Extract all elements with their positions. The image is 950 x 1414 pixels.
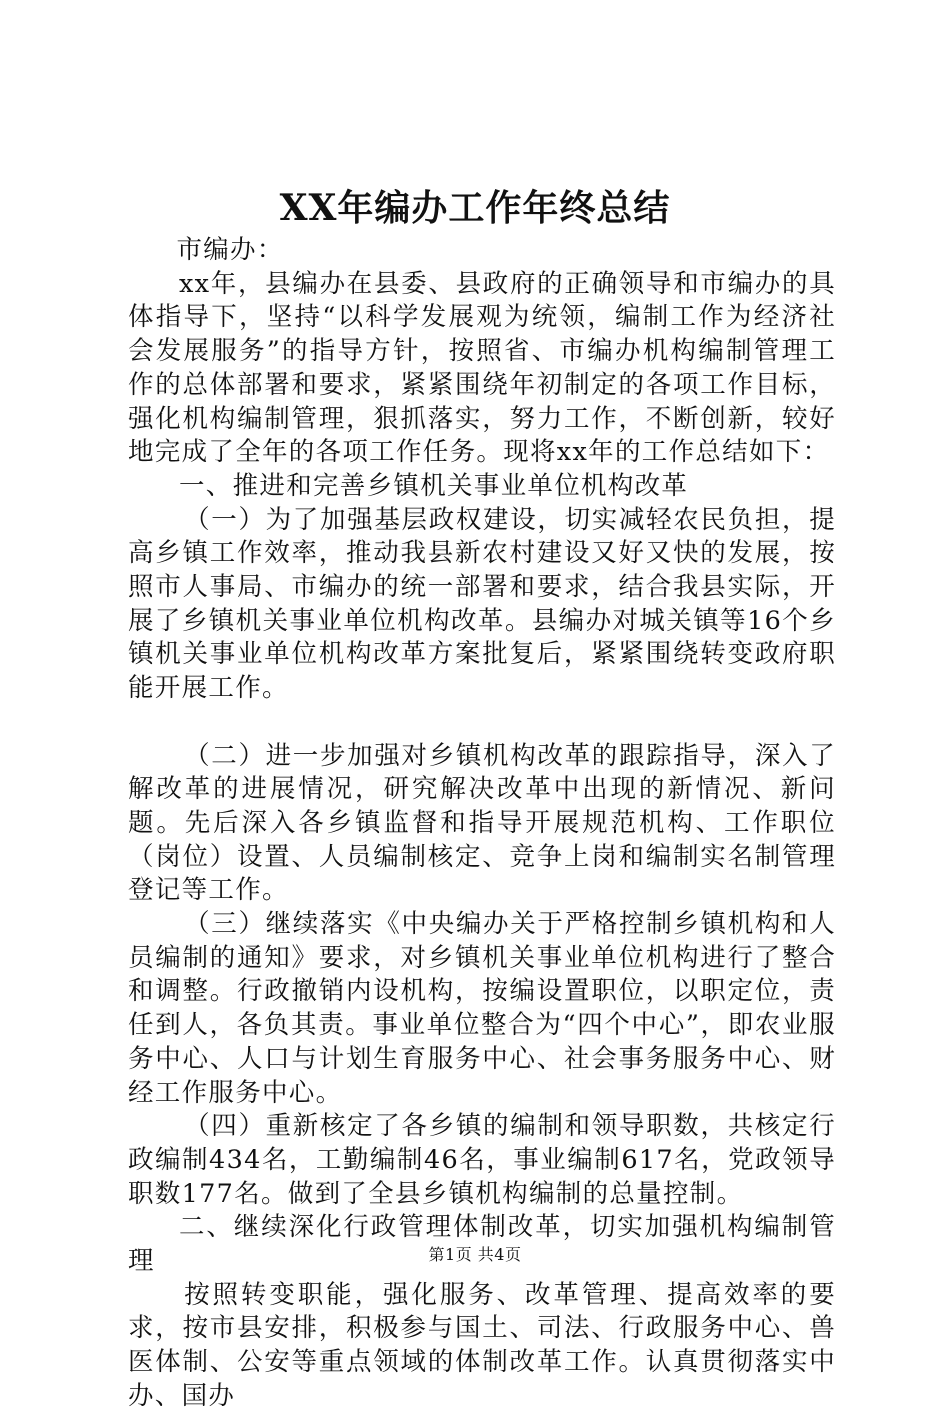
section-1-paragraph-1: （一）为了加强基层政权建设，切实减轻农民负担，提高乡镇工作效率，推动我县新农村建设又好又快的发展，按照市人事局、市编办的统一部署和要求，结合我县实际，开展了乡镇机关事业单位机构改革。县编办对城关镇等16个乡镇机关事业单位机构改革方案批复后，紧紧围绕转变政府职能开展工作。 — [128, 504, 836, 704]
section-2-paragraph-1: 按照转变职能，强化服务、改革管理、提高效率的要求，按市县安排，积极参与国土、司法、行政服务中心、兽医体制、公安等重点领域的体制改革工作。认真贯彻落实中办、国办 — [128, 1279, 836, 1411]
document-title: XX年编办工作年终总结 — [279, 187, 671, 229]
intro-paragraph: xx年，县编办在县委、县政府的正确领导和市编办的具体指导下，坚持“以科学发展观为统领，编制工作为经济社会发展服务”的指导方针，按照省、市编办机构编制管理工作的总体部署和要求，紧紧围绕年初制定的各项工作目标，强化机构编制管理，狠抓落实，努力工作，不断创新，较好地完成了全年的各项工作任务。现将xx年的工作总结如下： — [128, 268, 836, 468]
page-footer: 第1页 共4页 — [428, 1245, 522, 1264]
section-1-heading: 一、推进和完善乡镇机关事业单位机构改革 — [179, 470, 689, 501]
document-body — [128, 234, 836, 1414]
section-1-paragraph-2: （二）进一步加强对乡镇机构改革的跟踪指导，深入了解改革的进展情况，研究解决改革中出现的新情况、新问题。先后深入各乡镇监督和指导开展规范机构、工作职位（岗位）设置、人员编制核定、竞争上岗和编制实名制管理登记等工作。 — [128, 740, 836, 906]
section-1-paragraph-4: （四）重新核定了各乡镇的编制和领导职数，共核定行政编制434名，工勤编制46名，事业编制617名，党政领导职数177名。做到了全县乡镇机构编制的总量控制。 — [128, 1111, 836, 1209]
salutation: 市编办： — [176, 235, 284, 265]
section-2-heading: 二、继续深化行政管理体制改革，切实加强机构编制管理 — [128, 1212, 836, 1277]
blank-line — [128, 706, 836, 740]
section-1-paragraph-3: （三）继续落实《中央编办关于严格控制乡镇机构和人员编制的通知》要求，对乡镇机关事业单位机构进行了整合和调整。行政撤销内设机构，按编设置职位，以职定位，责任到人，各负其责。事业单位整合为“四个中心”，即农业服务中心、人口与计划生育服务中心、社会事务服务中心、财经工作服务中心。 — [128, 909, 836, 1108]
